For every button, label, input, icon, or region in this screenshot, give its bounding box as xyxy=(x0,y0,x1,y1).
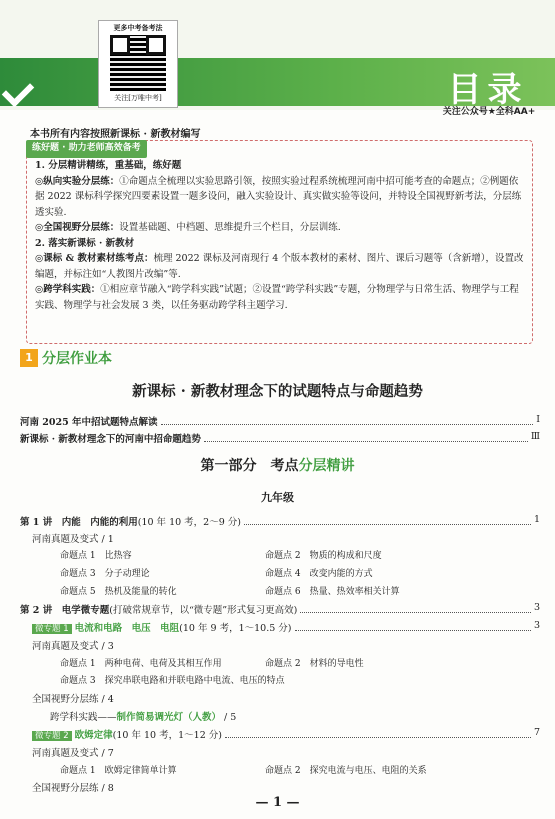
topic-chip: 微专题 2 xyxy=(32,731,72,741)
toc-row-lecture-1[interactable]: 第 1 讲 内能 内能的利用(10 年 10 考，2～9 分) 1 xyxy=(20,514,540,528)
kp-item: 命题点 1 两种电荷、电荷及其相互作用 xyxy=(60,659,222,669)
toc-row[interactable]: 河南 2025 年中招试题特点解读 I xyxy=(20,414,540,428)
kp-item: 命题点 2 物质的构成和尺度 xyxy=(265,551,382,561)
header-area xyxy=(0,0,555,117)
page-subtitle: 关注公众号★全科AA+ xyxy=(442,107,536,117)
book-title: 新课标 · 新教材理念下的试题特点与命题趋势 xyxy=(132,383,423,400)
qr-footer: 关注[万唯中考] xyxy=(114,94,162,102)
toc-row[interactable]: 新课标 · 新教材理念下的河南中招命题趋势 Ⅲ xyxy=(20,431,540,445)
page-title: 目录 xyxy=(447,70,528,110)
section-heading xyxy=(20,348,112,368)
info-para-2: ◎全国视野分层练：设置基础题、中档题、思维提升三个栏目，分层训练. xyxy=(35,222,341,233)
qr-panel xyxy=(98,20,178,108)
toc-sub[interactable]: 全国视野分层练 / 4 xyxy=(32,694,114,705)
part-heading: 第一部分 考点分层精讲 xyxy=(200,458,355,474)
page-number: — 1 — xyxy=(255,795,300,810)
toc-row-lecture-2[interactable]: 第 2 讲 电学微专题(打破常规章节，以“微专题”形式复习更高效) 3 xyxy=(20,602,540,616)
info-heading-2: 2. 落实新课标 · 新教材 xyxy=(35,237,135,249)
qr-caption: 更多中考备考法 xyxy=(113,24,163,32)
info-box xyxy=(26,140,533,344)
kp-item: 命题点 4 改变内能的方式 xyxy=(265,569,373,579)
topic-chip: 微专题 1 xyxy=(32,624,72,634)
kp-item: 命题点 1 欧姆定律简单计算 xyxy=(60,766,177,776)
intro-lead: 本书所有内容按照新课标 · 新教材编写 xyxy=(30,129,201,140)
toc-sub[interactable]: 河南真题及变式 / 7 xyxy=(32,748,114,759)
toc-row-topic-1[interactable]: 微专题 1 电流和电路 电压 电阻(10 年 9 考，1～10.5 分) 3 xyxy=(32,620,540,634)
info-para-4: ◎跨学科实践：①相应章节融入“跨学科实践”试题；②设置“跨学科实践”专题，分物理学与日常生活、物理学与工程实践、物理学与社会发展 3 类，以任务驱动跨学科主题学习. xyxy=(35,284,519,311)
toc-sub[interactable]: 河南真题及变式 / 3 xyxy=(32,641,114,652)
section-number: 1 xyxy=(20,349,38,367)
kp-item: 命题点 1 比热容 xyxy=(60,551,132,561)
kp-item: 命题点 3 探究串联电路和并联电路中电流、电压的特点 xyxy=(60,676,285,686)
cross-practice[interactable]: 跨学科实践——制作简易调光灯（人教） / 5 xyxy=(50,712,237,723)
info-para-1: ◎纵向实验分层练：①命题点全梳理以实验思路引领，按照实验过程系统梳理河南中招可能考查的命题点；②例题依据 2022 课标科学探究四要素设置一题多设问，融入实验设计、真实做实验等设问，并特设全国视野新考法，分层练透实验. xyxy=(35,175,522,218)
grade-heading: 九年级 xyxy=(261,491,294,504)
kp-item: 命题点 3 分子动理论 xyxy=(60,569,150,579)
kp-item: 命题点 5 热机及能量的转化 xyxy=(60,587,177,597)
toc-sub[interactable]: 河南真题及变式 / 1 xyxy=(32,534,114,545)
info-tag: 练好题 · 助力老师高效备考 xyxy=(26,140,147,158)
toc-row-topic-2[interactable]: 微专题 2 欧姆定律(10 年 10 考，1～12 分) 7 xyxy=(32,727,540,741)
kp-item: 命题点 2 探究电流与电压、电阻的关系 xyxy=(265,766,427,776)
kp-item: 命题点 6 热量、热效率相关计算 xyxy=(265,587,400,597)
info-heading-1: 1. 分层精讲精练，重基础，练好题 xyxy=(35,160,182,171)
info-para-3: ◎课标 & 教材素材练考点：梳理 2022 课标及河南现行 4 个版本教材的素材、图片、课后习题等（含新增），设置改编题，并标注如“人教图片改编”等. xyxy=(35,253,524,280)
qr-code-icon xyxy=(110,35,166,91)
toc-sub[interactable]: 全国视野分层练 / 8 xyxy=(32,783,114,794)
section-title: 分层作业本 xyxy=(42,351,112,367)
kp-item: 命题点 2 材料的导电性 xyxy=(265,659,364,669)
